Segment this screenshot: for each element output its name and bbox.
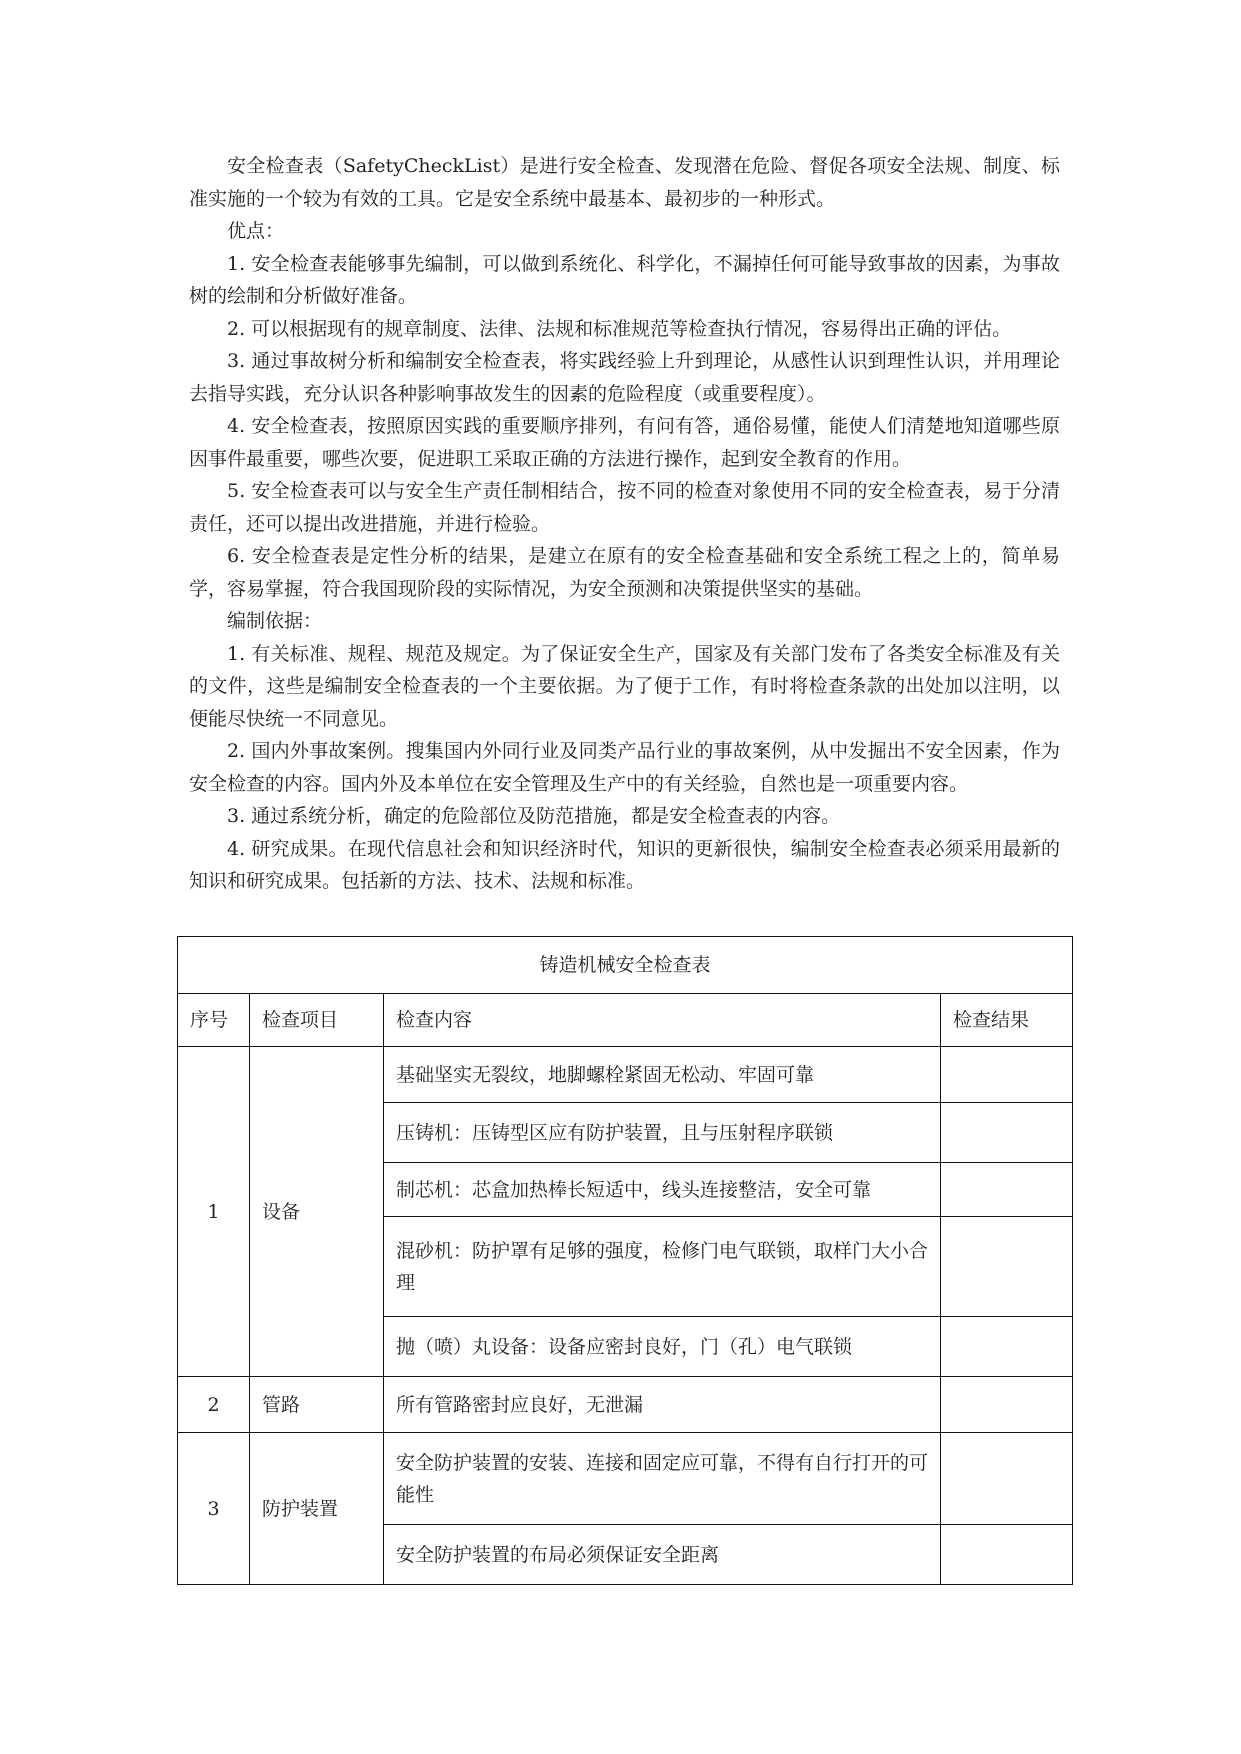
paragraph-advantage-3: 3. 通过事故树分析和编制安全检查表，将实践经验上升到理论，从感性认识到理性认识，并用理论去指导实践，充分认识各种影响事故发生的因素的危险程度（或重要程度）。 — [189, 350, 1060, 405]
header-item: 检查项目 — [250, 994, 384, 1047]
row-item: 防护装置 — [250, 1433, 384, 1585]
row-content: 所有管路密封应良好，无泄漏 — [384, 1377, 941, 1433]
row-result[interactable] — [941, 1317, 1073, 1377]
row-content: 安全防护装置的安装、连接和固定应可靠，不得有自行打开的可能性 — [384, 1433, 941, 1525]
row-result[interactable] — [941, 1163, 1073, 1217]
paragraph-intro: 安全检查表（SafetyCheckList）是进行安全检查、发现潜在危险、督促各项安全法规、制度、标准实施的一个较为有效的工具。它是安全系统中最基本、最初步的一种形式。 — [189, 155, 1060, 210]
paragraph-basis-2: 2. 国内外事故案例。搜集国内外同行业及同类产品行业的事故案例，从中发掘出不安全因素，作为安全检查的内容。国内外及本单位在安全管理及生产中的有关经验，自然也是一项重要内容。 — [189, 740, 1060, 795]
paragraph-advantage-2: 2. 可以根据现有的规章制度、法律、法规和标准规范等检查执行情况，容易得出正确的评估。 — [227, 317, 1012, 340]
row-result[interactable] — [941, 1217, 1073, 1317]
heading-advantages: 优点： — [227, 220, 285, 242]
heading-basis: 编制依据： — [227, 610, 323, 632]
table-title: 铸造机械安全检查表 — [178, 937, 1073, 994]
paragraph-basis-1: 1. 有关标准、规程、规范及规定。为了保证安全生产，国家及有关部门发布了各类安全标准及有关的文件，这些是编制安全检查表的一个主要依据。为了便于工作，有时将检查条款的出处加以注明，以便能尽快统一不同意见。 — [189, 642, 1060, 730]
row-content: 制芯机：芯盒加热棒长短适中，线头连接整洁，安全可靠 — [384, 1163, 941, 1217]
paragraph-advantage-4: 4. 安全检查表，按照原因实践的重要顺序排列，有问有答，通俗易懂，能使人们清楚地知道哪些原因事件最重要，哪些次要，促进职工采取正确的方法进行操作，起到安全教育的作用。 — [189, 415, 1060, 470]
header-content: 检查内容 — [384, 994, 941, 1047]
body-text — [189, 150, 1060, 898]
paragraph-advantage-5: 5. 安全检查表可以与安全生产责任制相结合，按不同的检查对象使用不同的安全检查表，易于分清责任，还可以提出改进措施，并进行检验。 — [189, 480, 1060, 535]
safety-check-table — [177, 936, 1073, 1585]
paragraph-basis-4: 4. 研究成果。在现代信息社会和知识经济时代，知识的更新很快，编制安全检查表必须采用最新的知识和研究成果。包括新的方法、技术、法规和标准。 — [189, 837, 1060, 892]
paragraph-basis-3: 3. 通过系统分析，确定的危险部位及防范措施，都是安全检查表的内容。 — [227, 805, 841, 827]
row-result[interactable] — [941, 1377, 1073, 1433]
table-row — [178, 1433, 1073, 1525]
header-result: 检查结果 — [941, 994, 1073, 1047]
row-content: 抛（喷）丸设备：设备应密封良好，门（孔）电气联锁 — [384, 1317, 941, 1377]
row-item: 设备 — [250, 1047, 384, 1377]
row-result[interactable] — [941, 1047, 1073, 1103]
row-content: 压铸机：压铸型区应有防护装置，且与压射程序联锁 — [384, 1103, 941, 1163]
row-result[interactable] — [941, 1433, 1073, 1525]
table-header-row — [178, 994, 1073, 1047]
table-row — [178, 1047, 1073, 1103]
row-result[interactable] — [941, 1525, 1073, 1585]
row-result[interactable] — [941, 1103, 1073, 1163]
paragraph-advantage-6: 6. 安全检查表是定性分析的结果，是建立在原有的安全检查基础和安全系统工程之上的，简单易学，容易掌握，符合我国现阶段的实际情况，为安全预测和决策提供坚实的基础。 — [189, 545, 1060, 600]
row-no: 2 — [178, 1377, 250, 1433]
row-no: 1 — [178, 1047, 250, 1377]
table-row — [178, 1377, 1073, 1433]
paragraph-advantage-1: 1. 安全检查表能够事先编制，可以做到系统化、科学化，不漏掉任何可能导致事故的因素，为事故树的绘制和分析做好准备。 — [189, 252, 1060, 307]
row-item: 管路 — [250, 1377, 384, 1433]
row-content: 基础坚实无裂纹，地脚螺栓紧固无松动、牢固可靠 — [384, 1047, 941, 1103]
header-no: 序号 — [178, 994, 250, 1047]
row-content: 混砂机：防护罩有足够的强度，检修门电气联锁，取样门大小合理 — [384, 1217, 941, 1317]
row-no: 3 — [178, 1433, 250, 1585]
row-content: 安全防护装置的布局必须保证安全距离 — [384, 1525, 941, 1585]
